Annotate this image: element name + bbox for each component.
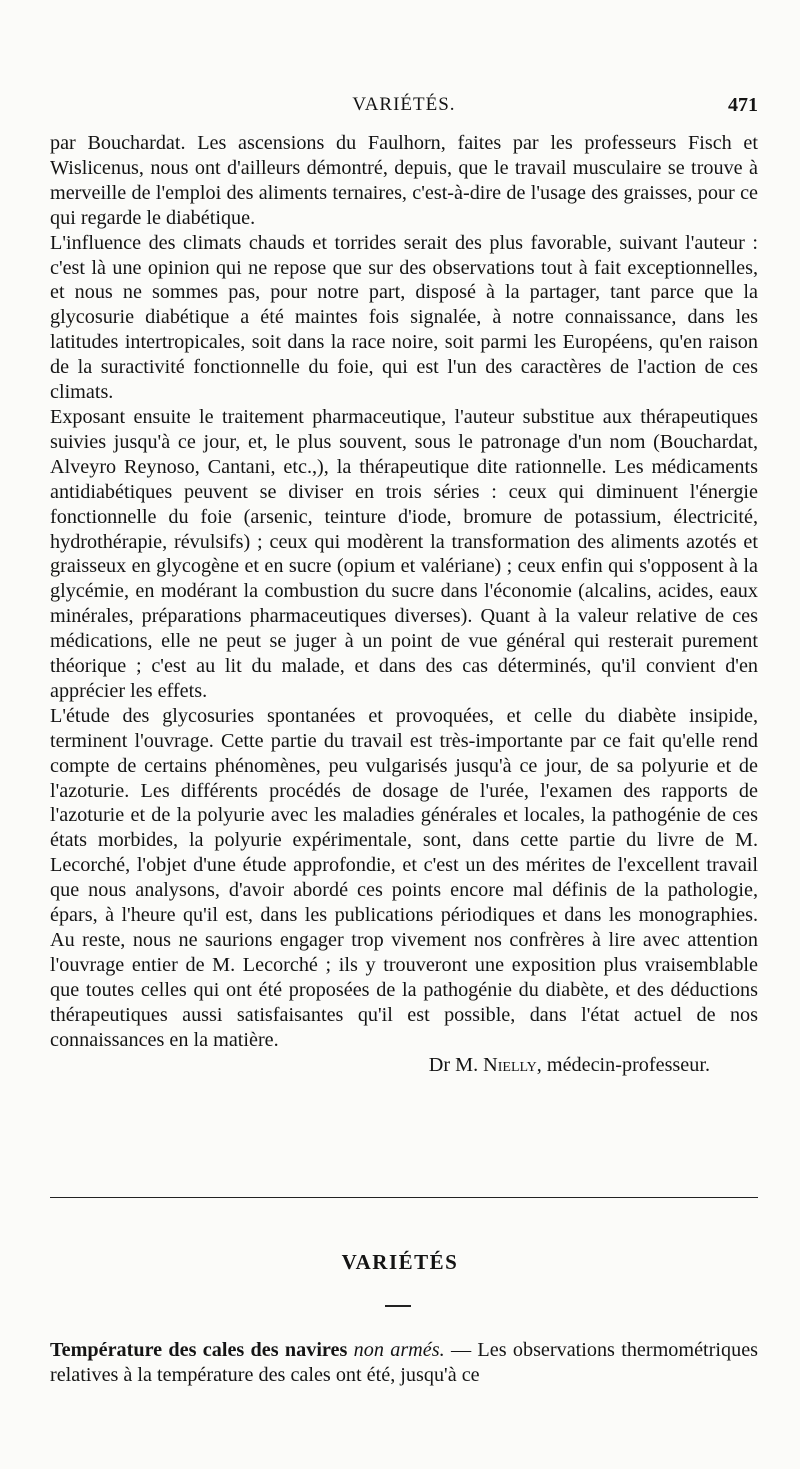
article-paragraph bbox=[50, 1338, 758, 1388]
page-header bbox=[50, 94, 758, 124]
title-dash bbox=[385, 1305, 411, 1307]
article-title-italic: non armés. bbox=[353, 1339, 445, 1361]
signature bbox=[50, 1053, 758, 1078]
article bbox=[50, 1338, 758, 1388]
paragraph-4: L'étude des glycosuries spontanées et provoquées, et celle du diabète insipide, terminent l'ouvrage. Cette partie du travail est très-importante par ce fait qu'elle rend compte de certains phénomènes, peu vulgarisés jusqu'à ce jour, de sa polyurie et de l'azoturie. Les différents procédés de dosage de l'urée, l'examen des rapports de l'azoturie et de la polyurie avec les maladies générales et locales, la pathogénie de ces états morbides, la polyurie expérimentale, sont, dans cette partie du livre de M. Lecorché, l'objet d'une étude approfondie, et c'est un des mérites de l'excellent travail que nous analysons, d'avoir abordé ces points encore mal définis de la pathologie, épars, à l'heure qu'il est, dans les publications périodiques et dans les monographies. Au reste, nous ne saurions engager trop vivement nos confrères à lire avec attention l'ouvrage entier de M. Lecorché ; ils y trouveront une exposition plus vraisemblable que toutes celles qui ont été proposées de la pathogénie du diabète, et des déductions thérapeutiques aussi satisfaisantes qu'il est possible, dans l'état actuel de nos connaissances en la matière. bbox=[50, 704, 758, 1051]
signature-prefix: M. bbox=[455, 1053, 479, 1076]
section-title: VARIÉTÉS bbox=[341, 1250, 459, 1274]
paragraph-2: L'influence des climats chauds et torrides serait des plus favorable, suivant l'auteur : c'est là une opinion qui ne repose que sur des observations tout à fait exceptionnelles, et nous ne sommes pas, pour notre part, disposé à la partager, tant parce que la glycosurie diabétique a été maintes fois signalée, à notre connaissance, dans les latitudes intertropicales, soit dans la race noire, soit parmi les Européens, qu'en raison de la suractivité fonctionnelle du foie, qui est l'un des caractères de l'action de ces climats. bbox=[50, 231, 758, 404]
paragraph-3: Exposant ensuite le traitement pharmaceutique, l'auteur substitue aux thérapeutiques suivies jusqu'à ce jour, et, le plus souvent, sous le patronage d'un nom (Bouchardat, Alveyro Reynoso, Cantani, etc.,), la thérapeutique dite rationnelle. Les médicaments antidiabétiques peuvent se diviser en trois séries : ceux qui diminuent l'énergie fonctionnelle du foie (arsenic, teinture d'iode, bromure de potassium, électricité, hydrothérapie, révulsifs) ; ceux qui modèrent la transformation des aliments azotés et graisseux en glycogène et en sucre (opium et valériane) ; ceux enfin qui s'opposent à la glycémie, en modérant la combustion du sucre dans l'économie (alcalins, acides, eaux minérales, préparations pharmaceutiques diverses). Quant à la valeur relative de ces médications, elle ne peut se juger à un point de vue général qui resterait purement théorique ; c'est au lit du malade, et dans des cas déterminés, qu'il convient d'en apprécier les effets. bbox=[50, 405, 758, 702]
article-text: — Les observations thermométriques relatives à la température des cales ont été, jusqu'à ce bbox=[50, 1339, 759, 1386]
page-number: 471 bbox=[728, 94, 758, 116]
signature-name: Nielly bbox=[483, 1053, 537, 1076]
article-title bbox=[50, 1339, 445, 1361]
section-divider bbox=[50, 1197, 758, 1198]
article-title-text: Température des cales des navires bbox=[50, 1339, 348, 1361]
body-text bbox=[50, 131, 758, 1078]
signature-title: Dr bbox=[428, 1053, 451, 1076]
paragraph-1: par Bouchardat. Les ascensions du Faulhorn, faites par les professeurs Fisch et Wislicenus, nous ont d'ailleurs démontré, depuis, que le travail musculaire se trouve à merveille de l'emploi des aliments ternaires, c'est-à-dire de l'usage des graisses, pour ce qui regarde le diabétique. bbox=[50, 132, 758, 229]
signature-role: , médecin-professeur. bbox=[536, 1053, 710, 1076]
running-title: VARIÉTÉS. bbox=[352, 94, 456, 115]
